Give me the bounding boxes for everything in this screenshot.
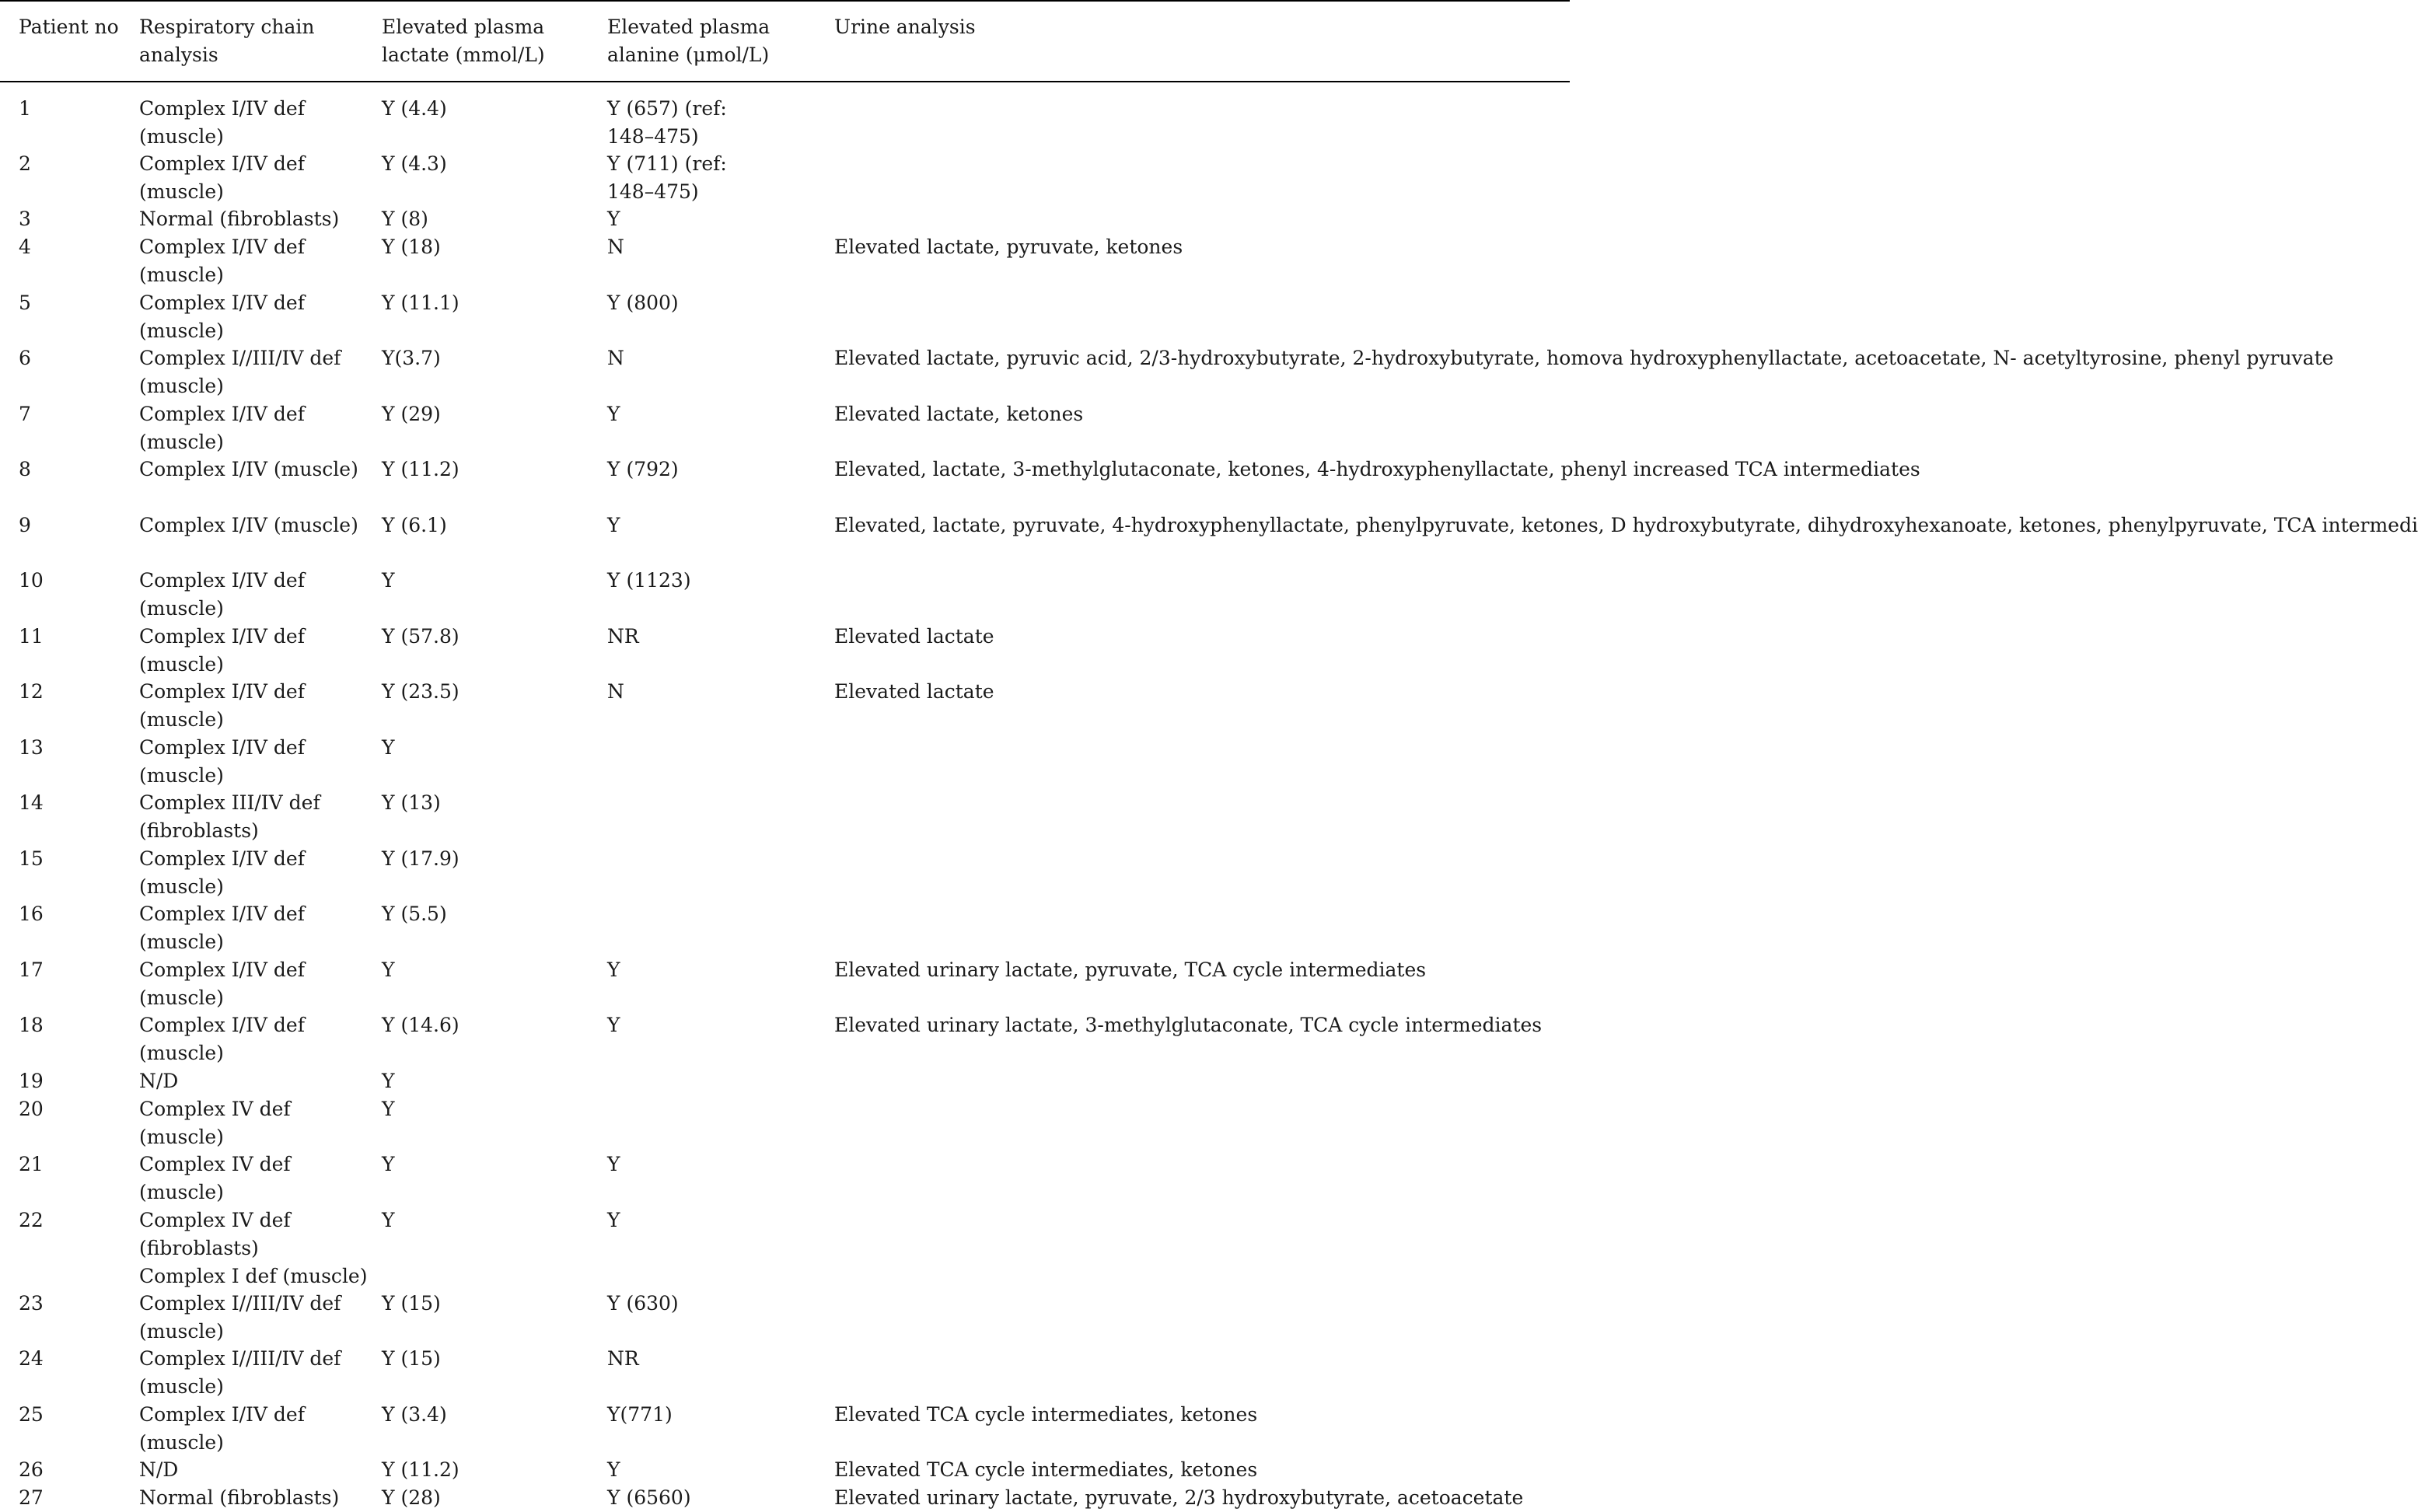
cell-plasma-alanine: Y(771) bbox=[607, 1403, 673, 1426]
cell-plasma-lactate: Y (28) bbox=[382, 1486, 441, 1509]
cell-plasma-lactate: Y bbox=[382, 1098, 395, 1120]
cell-plasma-alanine: N bbox=[607, 236, 624, 258]
cell-urine-analysis: Elevated urinary lactate, pyruvate, 2/3 hydroxybutyrate, acetoacetate bbox=[834, 1486, 1524, 1509]
cell-patient-no: 2 bbox=[19, 152, 31, 175]
cell-respiratory-chain: N/D bbox=[139, 1070, 179, 1092]
cell-plasma-alanine: Y bbox=[607, 514, 620, 536]
cell-patient-no: 20 bbox=[19, 1098, 44, 1120]
cell-respiratory-chain: Complex I/IV (muscle) bbox=[139, 514, 358, 536]
cell-plasma-alanine: Y (711) (ref: 148–475) bbox=[607, 152, 727, 203]
cell-plasma-lactate: Y bbox=[382, 736, 395, 759]
cell-plasma-lactate: Y (11.1) bbox=[382, 292, 459, 314]
cell-plasma-alanine: NR bbox=[607, 625, 639, 648]
cell-respiratory-chain: Complex I/IV def (muscle) bbox=[139, 97, 305, 148]
cell-plasma-alanine: Y (1123) bbox=[607, 569, 691, 592]
cell-patient-no: 10 bbox=[19, 569, 44, 592]
header-plasma-lactate: Elevated plasma lactate (mmol/L) bbox=[382, 16, 545, 66]
cell-plasma-lactate: Y (11.2) bbox=[382, 458, 459, 480]
cell-patient-no: 24 bbox=[19, 1347, 44, 1370]
cell-plasma-lactate: Y bbox=[382, 1209, 395, 1231]
cell-respiratory-chain: Complex IV def (fibroblasts) Complex I def (muscle) bbox=[139, 1209, 368, 1287]
cell-plasma-lactate: Y (29) bbox=[382, 403, 441, 425]
cell-patient-no: 19 bbox=[19, 1070, 44, 1092]
header-plasma-alanine: Elevated plasma alanine (μmol/L) bbox=[607, 16, 770, 66]
cell-patient-no: 15 bbox=[19, 847, 44, 870]
cell-urine-analysis: Elevated lactate bbox=[834, 680, 994, 703]
cell-patient-no: 4 bbox=[19, 236, 31, 258]
cell-plasma-lactate: Y (17.9) bbox=[382, 847, 459, 870]
cell-urine-analysis: Elevated lactate bbox=[834, 625, 994, 648]
header-urine-analysis: Urine analysis bbox=[834, 16, 976, 38]
cell-plasma-alanine: Y bbox=[607, 1014, 620, 1036]
cell-plasma-alanine: Y bbox=[607, 1458, 620, 1481]
cell-respiratory-chain: N/D bbox=[139, 1458, 179, 1481]
cell-plasma-alanine: Y (792) bbox=[607, 458, 679, 480]
cell-plasma-alanine: N bbox=[607, 680, 624, 703]
cell-plasma-lactate: Y (3.4) bbox=[382, 1403, 447, 1426]
cell-respiratory-chain: Complex I/IV def (muscle) bbox=[139, 959, 305, 1009]
cell-respiratory-chain: Complex I/IV def (muscle) bbox=[139, 847, 305, 898]
cell-respiratory-chain: Complex I//III/IV def (muscle) bbox=[139, 1347, 341, 1398]
cell-plasma-alanine: Y (657) (ref: 148–475) bbox=[607, 97, 727, 148]
cell-patient-no: 16 bbox=[19, 903, 44, 925]
cell-patient-no: 8 bbox=[19, 458, 31, 480]
cell-respiratory-chain: Complex I/IV def (muscle) bbox=[139, 1014, 305, 1064]
cell-patient-no: 7 bbox=[19, 403, 31, 425]
table-header-rule bbox=[0, 81, 1570, 82]
cell-patient-no: 9 bbox=[19, 514, 31, 536]
cell-respiratory-chain: Normal (fibroblasts) bbox=[139, 1486, 340, 1509]
cell-patient-no: 3 bbox=[19, 208, 31, 230]
cell-plasma-lactate: Y (5.5) bbox=[382, 903, 447, 925]
cell-patient-no: 27 bbox=[19, 1486, 44, 1509]
cell-respiratory-chain: Normal (fibroblasts) bbox=[139, 208, 340, 230]
cell-respiratory-chain: Complex I/IV def (muscle) bbox=[139, 569, 305, 620]
cell-respiratory-chain: Complex IV def (muscle) bbox=[139, 1098, 291, 1148]
cell-plasma-lactate: Y (15) bbox=[382, 1347, 441, 1370]
cell-patient-no: 18 bbox=[19, 1014, 44, 1036]
cell-plasma-alanine: Y (630) bbox=[607, 1292, 679, 1315]
cell-plasma-lactate: Y bbox=[382, 1070, 395, 1092]
cell-plasma-alanine: Y bbox=[607, 208, 620, 230]
cell-plasma-lactate: Y (23.5) bbox=[382, 680, 459, 703]
cell-plasma-lactate: Y bbox=[382, 569, 395, 592]
header-patient-no: Patient no bbox=[19, 16, 119, 38]
cell-plasma-lactate: Y (11.2) bbox=[382, 1458, 459, 1481]
header-respiratory-chain: Respiratory chain analysis bbox=[139, 16, 315, 66]
cell-patient-no: 14 bbox=[19, 791, 44, 814]
cell-respiratory-chain: Complex I/IV def (muscle) bbox=[139, 403, 305, 453]
cell-respiratory-chain: Complex I/IV def (muscle) bbox=[139, 236, 305, 286]
cell-plasma-lactate: Y (6.1) bbox=[382, 514, 447, 536]
cell-patient-no: 22 bbox=[19, 1209, 44, 1231]
table-top-rule bbox=[0, 0, 1570, 2]
cell-patient-no: 11 bbox=[19, 625, 44, 648]
cell-plasma-lactate: Y (4.4) bbox=[382, 97, 447, 120]
cell-urine-analysis: Elevated urinary lactate, 3-methylglutaconate, TCA cycle intermediates bbox=[834, 1014, 1543, 1036]
cell-plasma-alanine: Y (800) bbox=[607, 292, 679, 314]
cell-plasma-alanine: NR bbox=[607, 1347, 639, 1370]
cell-respiratory-chain: Complex I/IV def (muscle) bbox=[139, 680, 305, 731]
cell-urine-analysis: Elevated, lactate, pyruvate, 4-hydroxyphenyllactate, phenylpyruvate, ketones, D hydroxybutyrate, dihydroxyhexanoate, ketones, phenylpyruvate, TCA intermedi bbox=[834, 514, 2418, 536]
cell-respiratory-chain: Complex I/IV (muscle) bbox=[139, 458, 358, 480]
cell-patient-no: 26 bbox=[19, 1458, 44, 1481]
cell-patient-no: 1 bbox=[19, 97, 31, 120]
cell-urine-analysis: Elevated TCA cycle intermediates, ketones bbox=[834, 1403, 1258, 1426]
cell-urine-analysis: Elevated lactate, pyruvate, ketones bbox=[834, 236, 1183, 258]
cell-plasma-alanine: Y (6560) bbox=[607, 1486, 691, 1509]
cell-patient-no: 21 bbox=[19, 1153, 44, 1175]
cell-plasma-alanine: Y bbox=[607, 403, 620, 425]
cell-plasma-lactate: Y(3.7) bbox=[382, 347, 441, 369]
cell-patient-no: 6 bbox=[19, 347, 31, 369]
cell-plasma-alanine: Y bbox=[607, 1153, 620, 1175]
cell-patient-no: 13 bbox=[19, 736, 44, 759]
cell-respiratory-chain: Complex I/IV def (muscle) bbox=[139, 152, 305, 203]
cell-respiratory-chain: Complex I/IV def (muscle) bbox=[139, 736, 305, 787]
cell-patient-no: 5 bbox=[19, 292, 31, 314]
cell-urine-analysis: Elevated urinary lactate, pyruvate, TCA cycle intermediates bbox=[834, 959, 1427, 981]
cell-urine-analysis: Elevated lactate, ketones bbox=[834, 403, 1084, 425]
cell-plasma-lactate: Y (13) bbox=[382, 791, 441, 814]
cell-patient-no: 25 bbox=[19, 1403, 44, 1426]
cell-patient-no: 17 bbox=[19, 959, 44, 981]
cell-urine-analysis: Elevated TCA cycle intermediates, ketones bbox=[834, 1458, 1258, 1481]
cell-urine-analysis: Elevated, lactate, 3-methylglutaconate, ketones, 4-hydroxyphenyllactate, phenyl increased TCA intermediates bbox=[834, 458, 1920, 480]
cell-respiratory-chain: Complex IV def (muscle) bbox=[139, 1153, 291, 1203]
cell-respiratory-chain: Complex I/IV def (muscle) bbox=[139, 292, 305, 342]
cell-respiratory-chain: Complex III/IV def (fibroblasts) bbox=[139, 791, 320, 842]
cell-plasma-lactate: Y (57.8) bbox=[382, 625, 459, 648]
cell-plasma-lactate: Y bbox=[382, 959, 395, 981]
cell-plasma-alanine: N bbox=[607, 347, 624, 369]
cell-patient-no: 23 bbox=[19, 1292, 44, 1315]
cell-respiratory-chain: Complex I/IV def (muscle) bbox=[139, 903, 305, 953]
cell-plasma-lactate: Y (15) bbox=[382, 1292, 441, 1315]
cell-plasma-lactate: Y bbox=[382, 1153, 395, 1175]
cell-respiratory-chain: Complex I/IV def (muscle) bbox=[139, 1403, 305, 1454]
cell-urine-analysis: Elevated lactate, pyruvic acid, 2/3-hydroxybutyrate, 2-hydroxybutyrate, homova hydroxyphenyllactate, acetoacetate, N- acetyltyrosine, phenyl pyruvate bbox=[834, 347, 2334, 369]
cell-plasma-lactate: Y (4.3) bbox=[382, 152, 447, 175]
cell-plasma-lactate: Y (14.6) bbox=[382, 1014, 459, 1036]
cell-respiratory-chain: Complex I//III/IV def (muscle) bbox=[139, 347, 341, 397]
cell-plasma-lactate: Y (8) bbox=[382, 208, 428, 230]
cell-plasma-alanine: Y bbox=[607, 959, 620, 981]
cell-plasma-lactate: Y (18) bbox=[382, 236, 441, 258]
cell-respiratory-chain: Complex I//III/IV def (muscle) bbox=[139, 1292, 341, 1343]
cell-patient-no: 12 bbox=[19, 680, 44, 703]
cell-respiratory-chain: Complex I/IV def (muscle) bbox=[139, 625, 305, 676]
cell-plasma-alanine: Y bbox=[607, 1209, 620, 1231]
